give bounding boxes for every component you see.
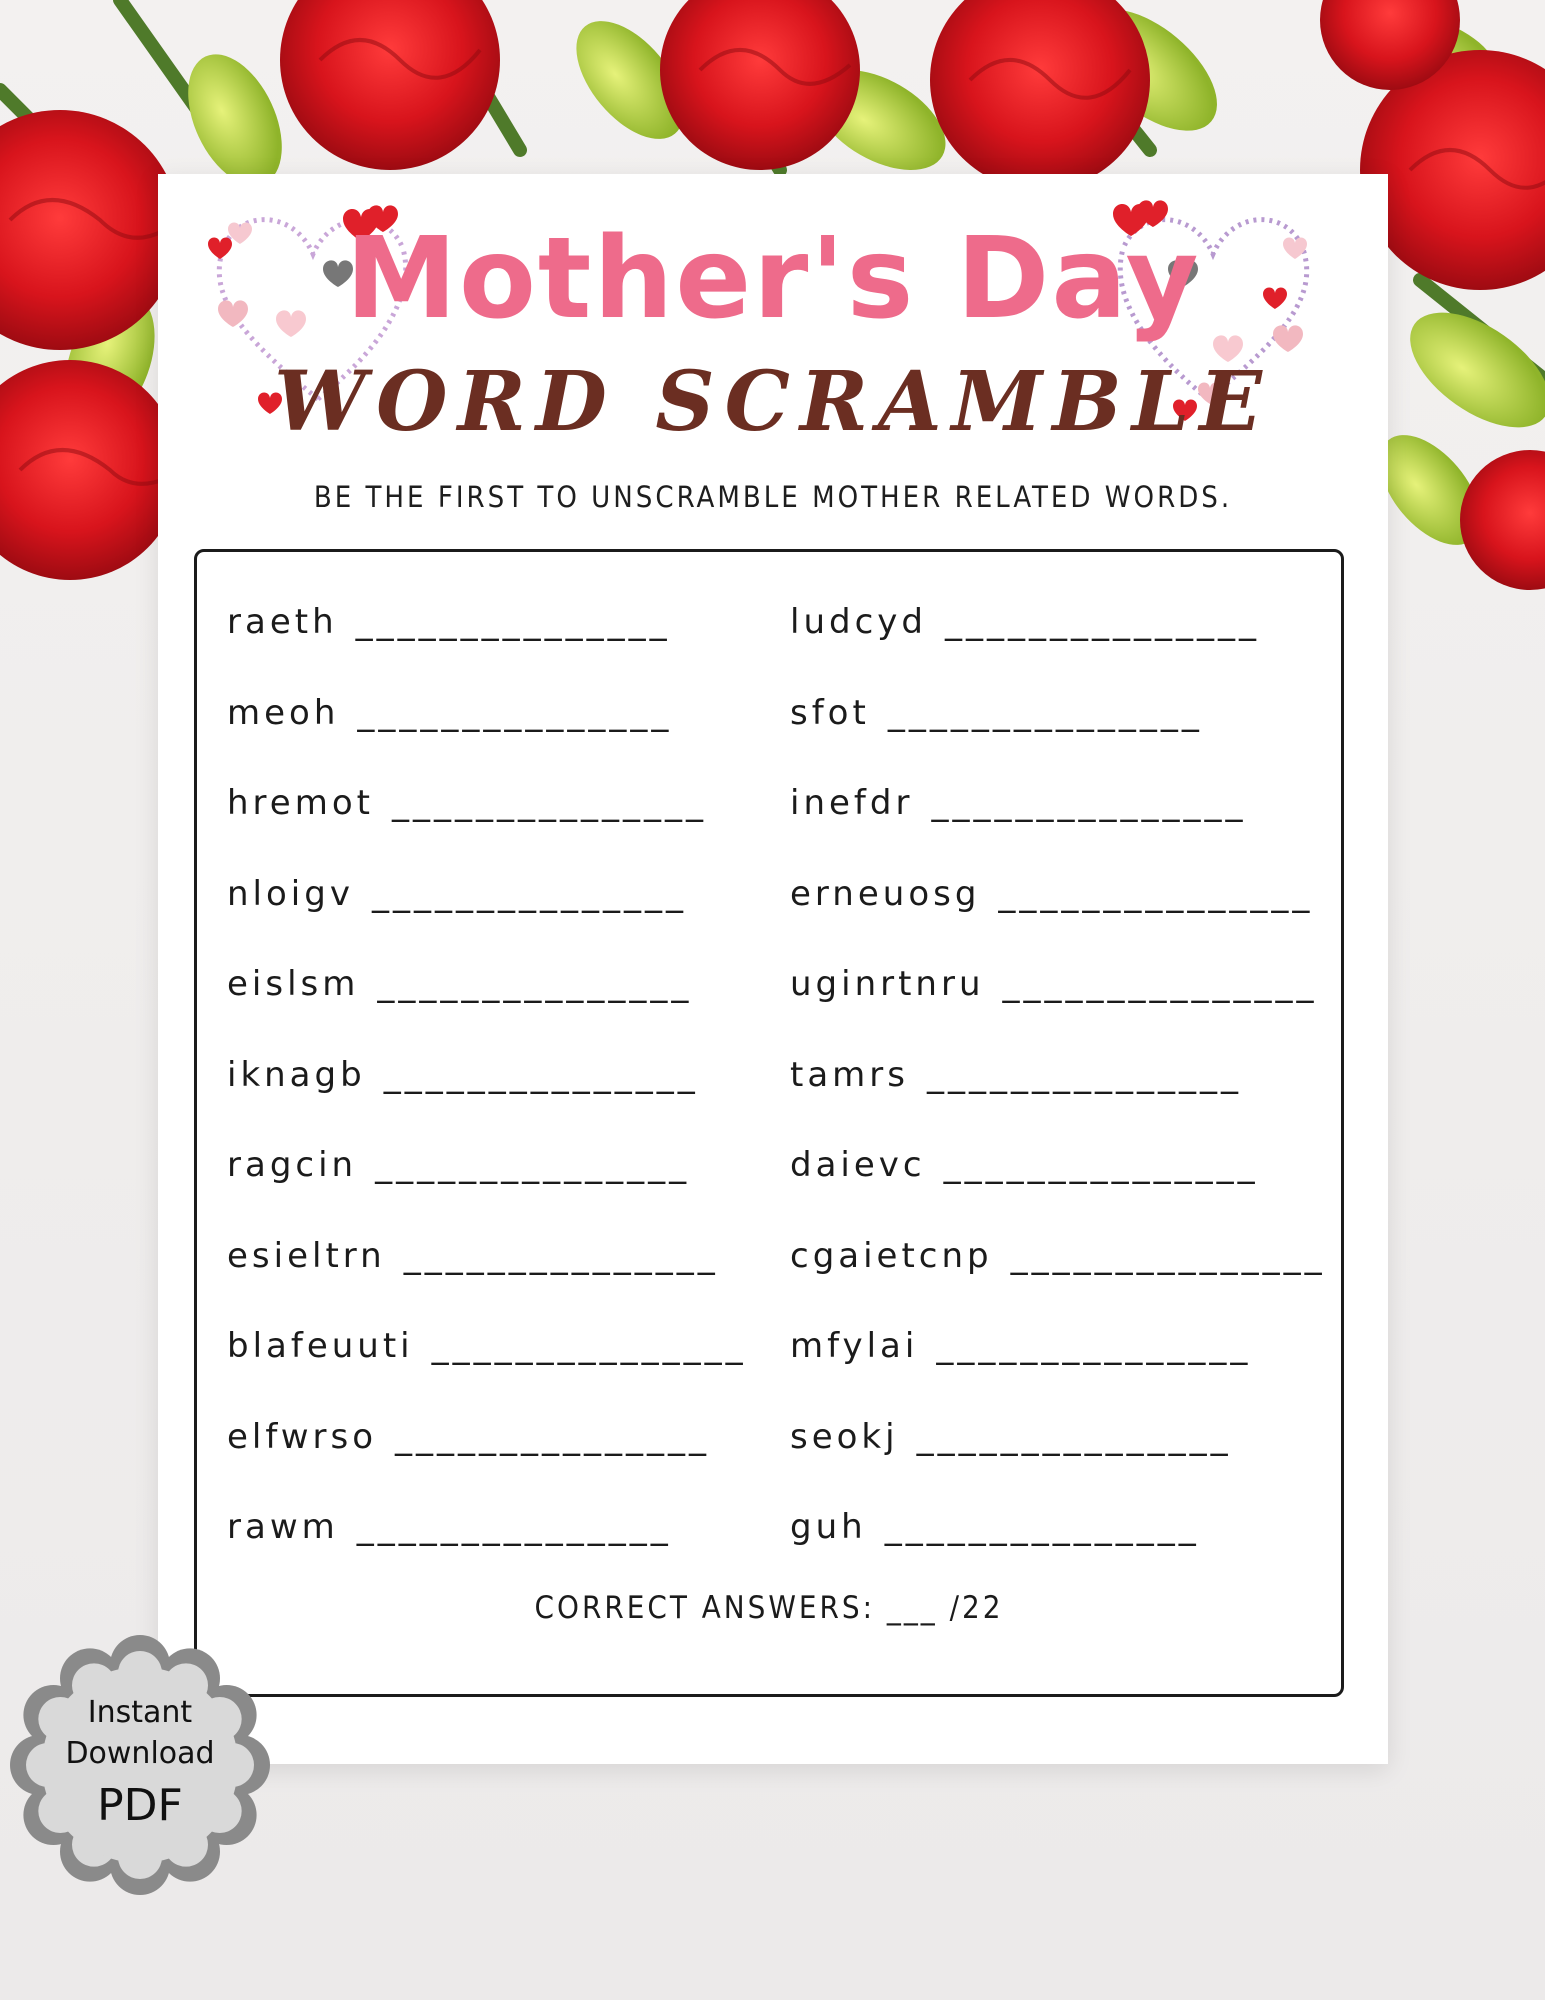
scrambled-word: nloigv	[227, 873, 354, 914]
scrambled-word: sfot	[790, 692, 870, 733]
scramble-row	[790, 1135, 1320, 1195]
scrambled-word: inefdr	[790, 783, 914, 823]
scrambled-word: cgaietcnp	[790, 1235, 993, 1276]
answer-blank[interactable]: _______________	[931, 783, 1247, 823]
scrambled-word: iknagb	[227, 1054, 366, 1095]
answer-blank[interactable]: _______________	[998, 873, 1314, 914]
scrambled-word: tamrs	[790, 1054, 909, 1095]
scramble-row	[790, 864, 1320, 924]
answer-blank[interactable]: _______________	[357, 692, 673, 733]
answer-blank[interactable]: _______________	[431, 1326, 747, 1366]
scramble-row	[227, 592, 757, 652]
worksheet	[158, 174, 1388, 1764]
page-subtitle: WORD SCRAMBLE	[274, 354, 1272, 450]
answer-blank[interactable]: _______________	[356, 1507, 672, 1547]
answer-blank[interactable]: _______________	[943, 1145, 1259, 1185]
scramble-row	[790, 1407, 1320, 1467]
answer-blank[interactable]: _______________	[936, 1326, 1252, 1366]
scrambled-word: raeth	[227, 602, 338, 642]
scramble-box	[194, 549, 1344, 1697]
answer-blank[interactable]: _______________	[1010, 1235, 1326, 1276]
scrambled-word: guh	[790, 1507, 867, 1547]
scramble-row	[790, 954, 1320, 1014]
scramble-row	[790, 1497, 1320, 1557]
badge-line-instant: Instant	[87, 1695, 193, 1730]
scramble-row	[790, 683, 1320, 743]
scramble-row	[227, 1045, 757, 1105]
scramble-row	[227, 1497, 757, 1557]
scramble-row	[790, 1226, 1326, 1286]
answer-blank[interactable]: _______________	[371, 873, 687, 914]
scrambled-word: eislsm	[227, 964, 360, 1004]
answer-blank[interactable]: _______________	[884, 1507, 1200, 1547]
scrambled-word: uginrtnru	[790, 964, 985, 1004]
page-title: Mother's Day	[345, 214, 1201, 344]
scrambled-word: blafeuuti	[227, 1326, 414, 1366]
scramble-row	[227, 683, 757, 743]
scramble-row	[790, 773, 1320, 833]
scrambled-word: meoh	[227, 692, 340, 733]
badge-line-pdf: PDF	[97, 1780, 183, 1831]
scrambled-word: esieltrn	[227, 1235, 386, 1276]
answer-blank[interactable]: _______________	[377, 964, 693, 1004]
answer-blank[interactable]: _______________	[375, 1145, 691, 1185]
scramble-row	[790, 592, 1320, 652]
answer-blank[interactable]: _______________	[403, 1235, 719, 1276]
scrambled-word: elfwrso	[227, 1416, 378, 1457]
scramble-row	[227, 1407, 757, 1467]
scrambled-word: ludcyd	[790, 602, 927, 642]
scramble-row	[227, 1135, 757, 1195]
answer-blank[interactable]: _______________	[395, 1416, 711, 1457]
score-line: CORRECT ANSWERS: ___ /22	[534, 1590, 1004, 1626]
scramble-row	[227, 1226, 757, 1286]
answer-blank[interactable]: _______________	[383, 1054, 699, 1095]
scrambled-word: erneuosg	[790, 873, 981, 914]
scramble-row	[227, 954, 757, 1014]
scrambled-word: ragcin	[227, 1145, 358, 1185]
answer-blank[interactable]: _______________	[355, 602, 671, 642]
scramble-row	[227, 773, 757, 833]
scramble-row	[227, 864, 757, 924]
answer-blank[interactable]: _______________	[391, 783, 707, 823]
answer-blank[interactable]: _______________	[944, 602, 1260, 642]
badge-line-download: Download	[65, 1736, 215, 1771]
instructions-text: BE THE FIRST TO UNSCRAMBLE MOTHER RELATED WORDS.	[313, 480, 1233, 514]
scrambled-word: rawm	[227, 1507, 339, 1547]
scrambled-word: daievc	[790, 1145, 926, 1185]
answer-blank[interactable]: _______________	[916, 1416, 1232, 1457]
answer-blank[interactable]: _______________	[887, 692, 1203, 733]
scrambled-word: mfylai	[790, 1326, 919, 1366]
scramble-row	[790, 1316, 1320, 1376]
scrambled-word: hremot	[227, 783, 374, 823]
answer-blank[interactable]: _______________	[926, 1054, 1242, 1095]
answer-blank[interactable]: _______________	[1002, 964, 1318, 1004]
scramble-row	[790, 1045, 1320, 1105]
scrambled-word: seokj	[790, 1416, 899, 1457]
scramble-row	[227, 1316, 757, 1376]
